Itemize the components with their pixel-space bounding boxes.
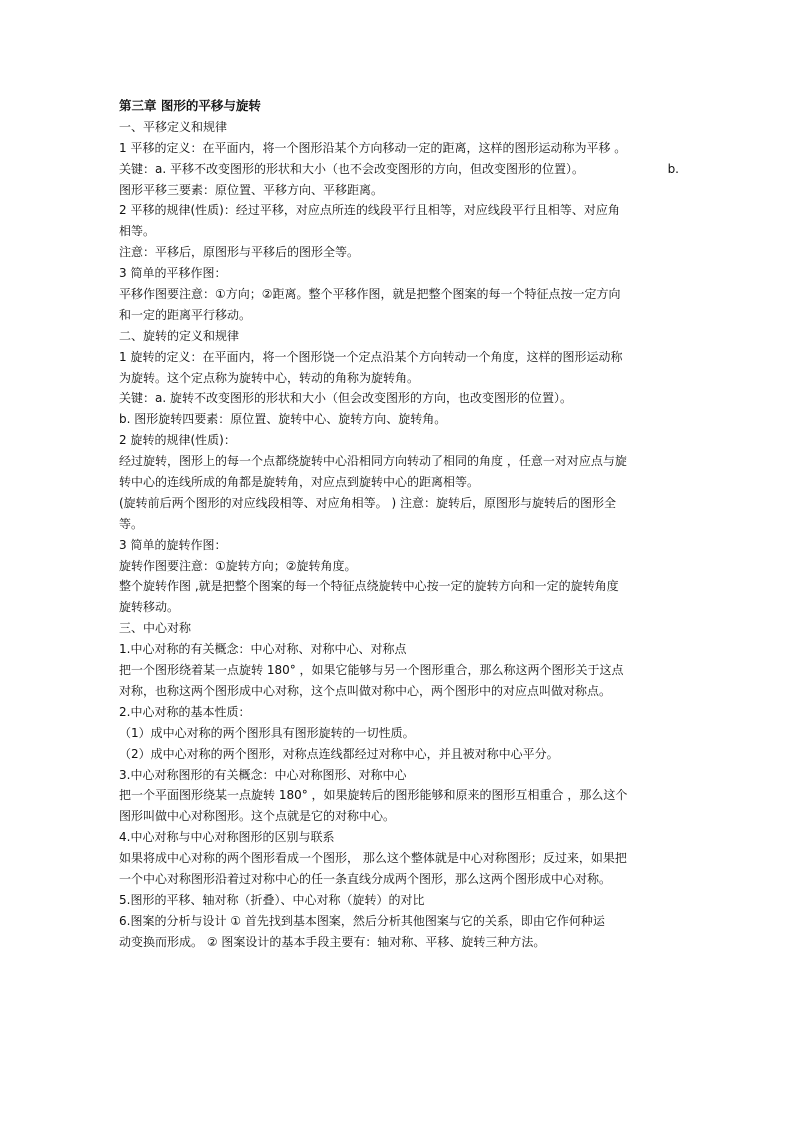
text-line: 动变换而形成。 ② 图案设计的基本手段主要有：轴对称、平移、旋转三种方法。 <box>119 934 546 949</box>
section-heading: 一、平移定义和规律 <box>119 119 228 134</box>
text-line: 4.中心对称与中心对称图形的区别与联系 <box>119 830 335 845</box>
text-line: 3 简单的旋转作图： <box>119 537 227 552</box>
text-line: 关键：a. 旋转不改变图形的形状和大小（但会改变图形的方向，也改变图形的位置）。 <box>119 391 572 406</box>
text-line: 3.中心对称图形的有关概念：中心对称图形、对称中心 <box>119 767 407 782</box>
text-line: b. 图形旋转四要素：原位置、旋转中心、旋转方向、旋转角。 <box>119 412 447 427</box>
text-line: 把一个图形绕着某一点旋转 180° ，如果它能够与另一个图形重合，那么称这两个图形关于这点 <box>119 663 624 678</box>
text-line: 整个旋转作图 ,就是把整个图案的每一个特征点绕旋转中心按一定的旋转方向和一定的旋转角度 <box>119 579 619 594</box>
text-line: 2 平移的规律(性质)：经过平移，对应点所连的线段平行且相等，对应线段平行且相等、对应角 <box>119 203 620 218</box>
text-line: 1.中心对称的有关概念：中心对称、对称中心、对称点 <box>119 642 407 657</box>
text-line: 2 旋转的规律(性质)： <box>119 433 236 448</box>
text-line: 对称，也称这两个图形成中心对称，这个点叫做对称中心，两个图形中的对应点叫做对称点。 <box>119 683 612 698</box>
text-line: 一个中心对称图形沿着过对称中心的任一条直线分成两个图形，那么这两个图形成中心对称。 <box>119 871 612 886</box>
section-heading: 二、旋转的定义和规律 <box>119 328 240 343</box>
text-line: 经过旋转，图形上的每一个点都绕旋转中心沿相同方向转动了相同的角度 ，任意一对对应点与旋 <box>119 454 627 469</box>
text-line: 旋转作图要注意：①旋转方向；②旋转角度。 <box>119 558 357 573</box>
text-line: 和一定的距离平行移动。 <box>119 307 252 322</box>
document-page <box>119 96 679 953</box>
text-line: 6.图案的分析与设计 ① 首先找到基本图案，然后分析其他图案与它的关系，即由它作何种运 <box>119 913 605 928</box>
text-line: 旋转移动。 <box>119 600 180 615</box>
text-line: 转中心的连线所成的角都是旋转角，对应点到旋转中心的距离相等。 <box>119 475 480 490</box>
text-line: 图形平移三要素：原位置、平移方向、平移距离。 <box>119 182 384 197</box>
text-line: 等。 <box>119 516 144 531</box>
text-line: 1 旋转的定义：在平面内，将一个图形饶一个定点沿某个方向转动一个角度，这样的图形运动称 <box>119 349 623 364</box>
text-line: 如果将成中心对称的两个图形看成一个图形， 那么这个整体就是中心对称图形；反过来，如果把 <box>119 851 627 866</box>
text-line-right: b. <box>667 161 679 176</box>
text-line: 把一个平面图形绕某一点旋转 180° ，如果旋转后的图形能够和原来的图形互相重合 ，那么这个 <box>119 788 628 803</box>
text-line: (旋转前后两个图形的对应线段相等、对应角相等。 ) 注意：旋转后，原图形与旋转后的图形全 <box>119 495 616 510</box>
text-line: 1 平移的定义：在平面内，将一个图形沿某个方向移动一定的距离，这样的图形运动称为平移 。 <box>119 140 627 155</box>
text-line: （2）成中心对称的两个图形，对称点连线都经过对称中心，并且被对称中心平分。 <box>119 746 559 761</box>
section-heading: 三、中心对称 <box>119 621 192 636</box>
text-line: 平移作图要注意：①方向；②距离。整个平移作图，就是把整个图案的每一个特征点按一定方向 <box>119 287 621 302</box>
text-line: 5.图形的平移、轴对称（折叠）、中心对称（旋转）的对比 <box>119 892 425 907</box>
text-line: 2.中心对称的基本性质： <box>119 704 251 719</box>
text-line-left: 关键：a. 平移不改变图形的形状和大小（也不会改变图形的方向，但改变图形的位置）。 <box>119 161 584 176</box>
chapter-title: 第三章 图形的平移与旋转 <box>119 98 261 113</box>
text-line: 相等。 <box>119 224 156 239</box>
text-line: 为旋转。这个定点称为旋转中心，转动的角称为旋转角。 <box>119 370 420 385</box>
text-line <box>119 159 679 180</box>
text-line: 图形叫做中心对称图形。这个点就是它的对称中心。 <box>119 809 396 824</box>
text-line: 注意：平移后，原图形与平移后的图形全等。 <box>119 245 360 260</box>
text-line: 3 简单的平移作图： <box>119 266 227 281</box>
text-line: （1）成中心对称的两个图形具有图形旋转的一切性质。 <box>119 725 415 740</box>
